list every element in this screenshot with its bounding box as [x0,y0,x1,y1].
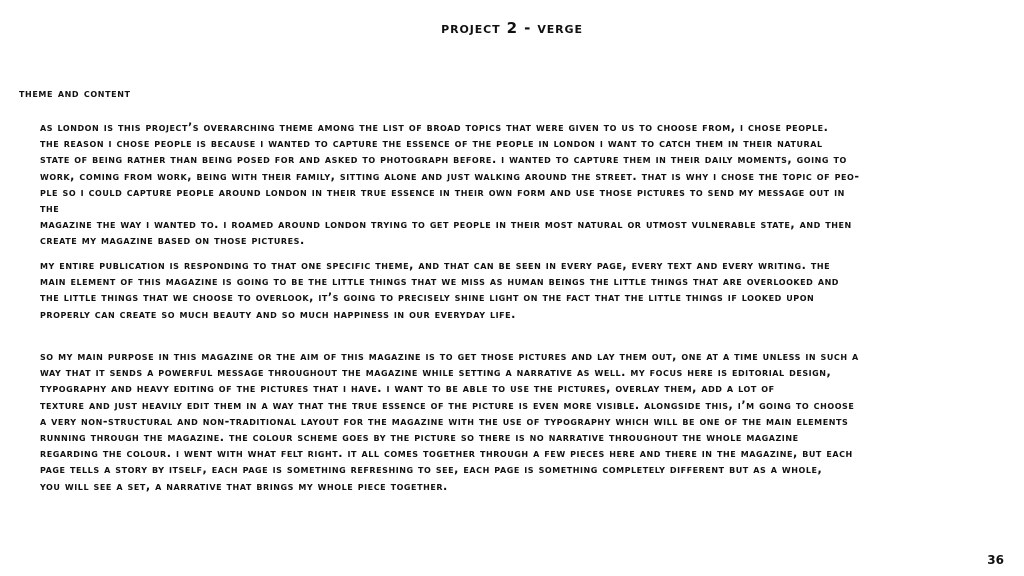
text-line: way that it sends a powerful message throughout the magazine while setting a narrative as well. my focus here is editorial design, [40,366,832,380]
text-line: work, coming from work, being with their family, sitting alone and just walking around the street. that is why i chose the topic of peo- [40,169,860,183]
text-line: page tells a story by itself, each page is something refreshing to see, each page is something completely different but as a whole, [40,463,823,477]
text-line: ple so i could capture people around london in their true essence in their own form and use those pictures to send my message out in [40,185,845,199]
text-line: as london is this project’s overarching theme among the list of broad topics that were given to us to choose from, i chose people. [40,121,829,134]
page-title: project 2 - verge [441,19,583,37]
text-line: you will see a set, a narrative that brings my whole piece together. [40,479,448,493]
text-line: the reason i chose people is because i wanted to capture the essence of the people in london i want to catch them in their natural [40,137,823,151]
text-line: the [40,202,60,216]
text-line: texture and just heavily edit them in a way that the true essence of the picture is even more visible. alongside this, i’m going to choose [40,398,855,412]
text-line: typography and heavy editing of the pictures that i have. i want to be able to use the pictures, overlay them, add a lot of [40,382,775,396]
paragraph-publication-focus [40,258,990,323]
text-line: state of being rather than being posed for and asked to photograph before. i wanted to capture them in their daily moments, going to [40,153,847,167]
text-line: the little things that we choose to overlook, it’s going to precisely shine light on the fact that the little things if looked upon [40,291,815,305]
text-line: running through the magazine. the colour scheme goes by the picture so there is no narrative throughout the whole magazine [40,431,799,445]
text-line: magazine the way i wanted to. i roamed around london trying to get people in their most natural or utmost vulnerable state, and then [40,218,852,232]
text-line: regarding the colour. i went with what felt right. it all comes together through a few pieces here and there in the magazine, but each [40,447,853,461]
paragraph-magazine-aim [40,349,990,495]
text-line: a very non-structural and non-traditional layout for the magazine with the use of typography which will be one of the main elements [40,414,849,428]
text-line: so my main purpose in this magazine or the aim of this magazine is to get those pictures and lay them out, one at a time unless in such a [40,350,859,363]
section-heading: theme and content [19,86,131,100]
page-number: 36 [987,553,1004,567]
text-line: main element of this magazine is going to be the little things that we miss as human beings the little things that are overlooked and [40,275,840,289]
text-line: my entire publication is responding to that one specific theme, and that can be seen in every page, every text and every writing. the [40,259,831,272]
paragraph-london-theme [40,120,990,250]
text-line: create my magazine based on those pictures. [40,234,305,248]
text-line: properly can create so much beauty and so much happiness in our everyday life. [40,307,516,321]
